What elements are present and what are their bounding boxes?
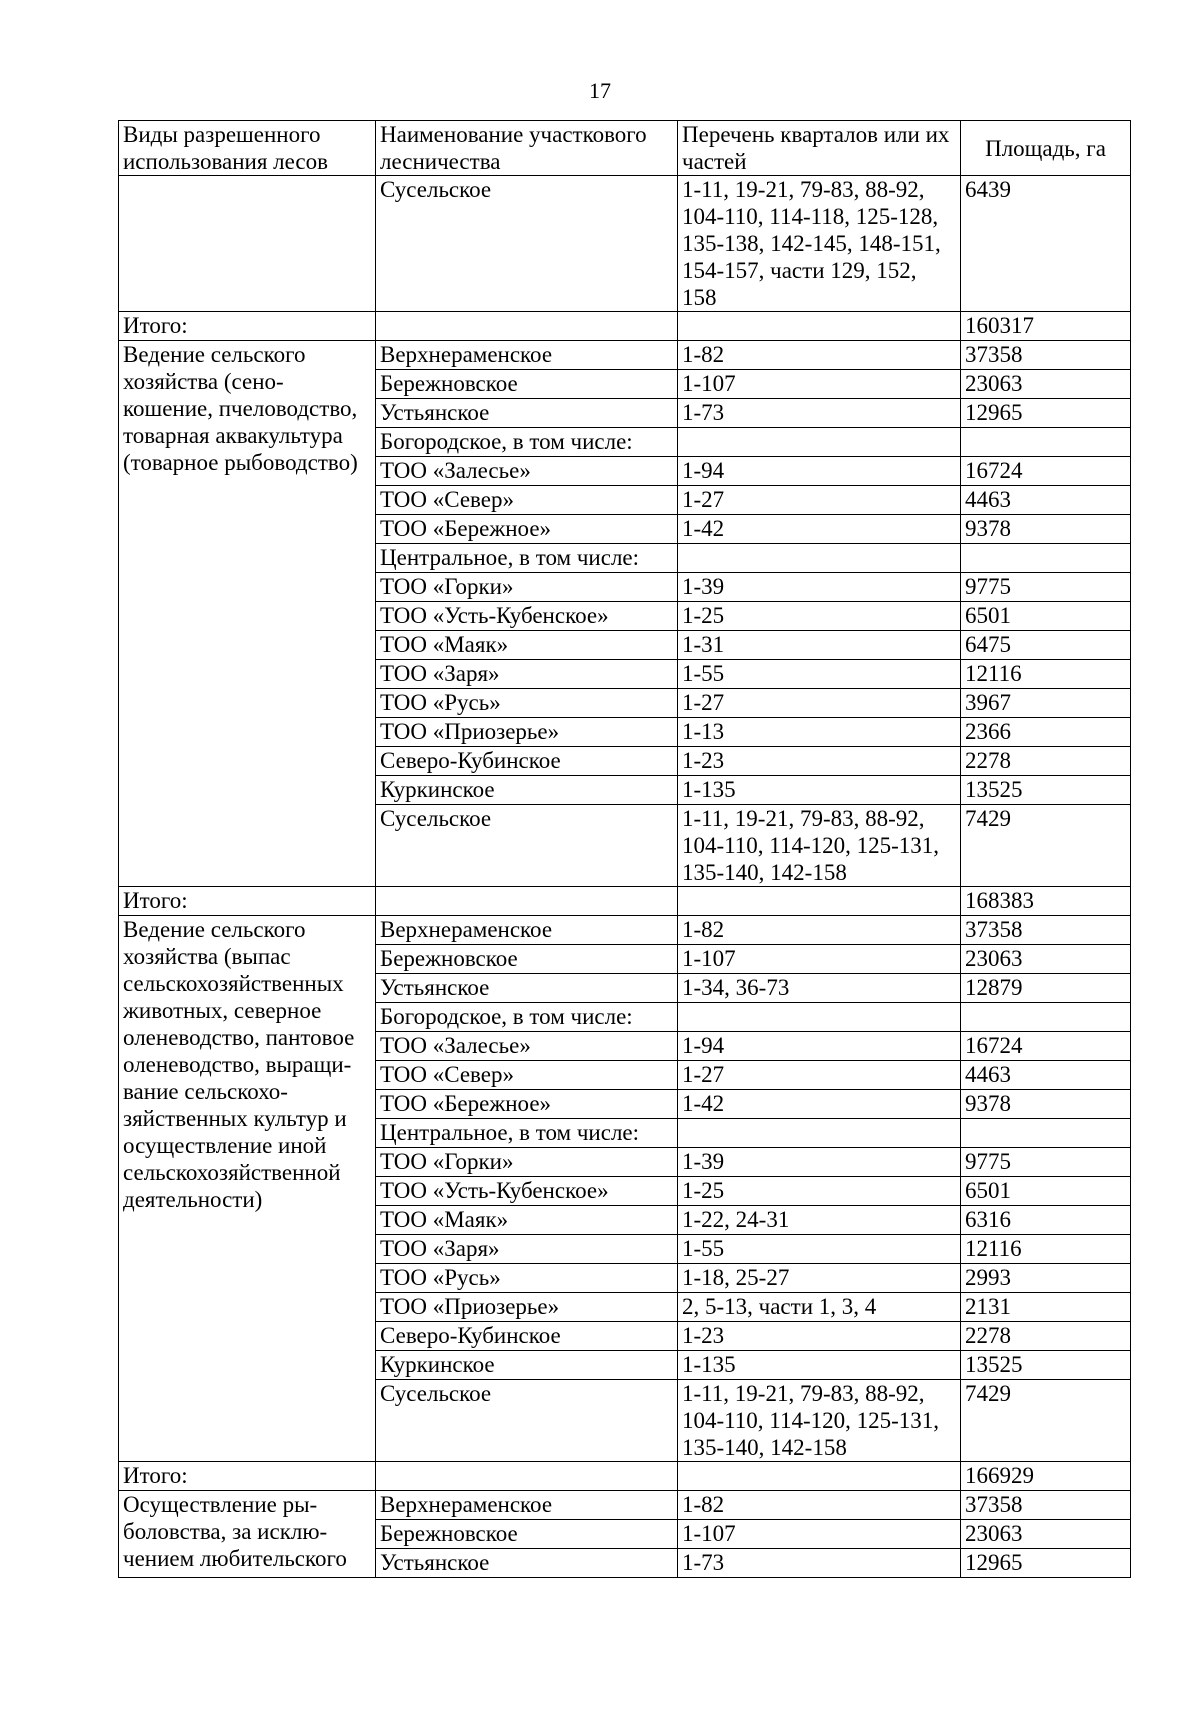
quarters-cell: 1-27	[678, 1061, 961, 1090]
quarters-cell: 1-23	[678, 747, 961, 776]
quarters-cell: 1-107	[678, 370, 961, 399]
quarters-cell: 1-25	[678, 1177, 961, 1206]
quarters-cell: 1-34, 36-73	[678, 974, 961, 1003]
quarters-cell: 1-13	[678, 718, 961, 747]
forestry-cell: ТОО «Горки»	[376, 1148, 678, 1177]
area-cell	[961, 544, 1131, 573]
quarters-cell: 1-135	[678, 776, 961, 805]
forestry-cell: Бережновское	[376, 370, 678, 399]
quarters-cell: 1-39	[678, 573, 961, 602]
total-row	[119, 887, 1131, 916]
area-cell: 16724	[961, 1032, 1131, 1061]
area-cell: 12116	[961, 1235, 1131, 1264]
forestry-cell: Сусельское	[376, 805, 678, 887]
quarters-cell: 1-107	[678, 945, 961, 974]
forestry-cell: Устьянское	[376, 399, 678, 428]
area-cell: 6316	[961, 1206, 1131, 1235]
area-cell: 7429	[961, 805, 1131, 887]
table-row	[119, 1491, 1131, 1520]
area-cell: 12116	[961, 660, 1131, 689]
quarters-cell: 1-11, 19-21, 79-83, 88-92, 104-110, 114-120, 125-131, 135-140, 142-158	[678, 805, 961, 887]
forestry-cell: ТОО «Бережное»	[376, 1090, 678, 1119]
area-cell: 37358	[961, 916, 1131, 945]
forestry-cell: Сусельское	[376, 1380, 678, 1462]
kind-cell: Ведение сельского хозяйства (сено- кошение, пчеловодство, товарная аквакультура (товарное рыбоводство)	[119, 341, 376, 887]
forestry-cell: Северо-Кубинское	[376, 1322, 678, 1351]
forestry-cell: ТОО «Заря»	[376, 660, 678, 689]
area-cell: 12879	[961, 974, 1131, 1003]
quarters-cell: 1-94	[678, 1032, 961, 1061]
area-cell: 9378	[961, 1090, 1131, 1119]
quarters-cell: 1-94	[678, 457, 961, 486]
total-row	[119, 312, 1131, 341]
area-cell: 16724	[961, 457, 1131, 486]
forestry-cell: ТОО «Русь»	[376, 689, 678, 718]
forestry-cell: ТОО «Заря»	[376, 1235, 678, 1264]
forestry-cell: ТОО «Русь»	[376, 1264, 678, 1293]
forestry-cell: Центральное, в том числе:	[376, 1119, 678, 1148]
area-cell: 23063	[961, 1520, 1131, 1549]
table-header-row	[119, 121, 1131, 176]
table-row	[119, 176, 1131, 312]
quarters-cell: 1-11, 19-21, 79-83, 88-92, 104-110, 114-118, 125-128, 135-138, 142-145, 148-151, 154-157, части 129, 152, 158	[678, 176, 961, 312]
quarters-cell: 1-31	[678, 631, 961, 660]
section-2	[119, 916, 1131, 1462]
area-cell: 4463	[961, 1061, 1131, 1090]
forestry-cell: Устьянское	[376, 974, 678, 1003]
forestry-cell: ТОО «Север»	[376, 1061, 678, 1090]
quarters-cell	[678, 428, 961, 457]
area-cell: 37358	[961, 341, 1131, 370]
forestry-cell: ТОО «Усть-Кубенское»	[376, 1177, 678, 1206]
forestry-cell: ТОО «Маяк»	[376, 1206, 678, 1235]
area-cell	[961, 1003, 1131, 1032]
area-cell: 6501	[961, 602, 1131, 631]
area-cell: 7429	[961, 1380, 1131, 1462]
quarters-cell: 1-25	[678, 602, 961, 631]
quarters-cell: 1-22, 24-31	[678, 1206, 961, 1235]
quarters-cell: 1-135	[678, 1351, 961, 1380]
total-area: 168383	[961, 887, 1131, 916]
forestry-cell: Устьянское	[376, 1549, 678, 1578]
quarters-cell: 1-39	[678, 1148, 961, 1177]
kind-cell-empty	[119, 176, 376, 312]
area-cell: 9378	[961, 515, 1131, 544]
total-label: Итого:	[119, 887, 376, 916]
quarters-cell: 1-42	[678, 515, 961, 544]
page-number: 17	[589, 78, 611, 103]
area-cell: 2278	[961, 747, 1131, 776]
area-cell: 3967	[961, 689, 1131, 718]
total-area: 160317	[961, 312, 1131, 341]
area-cell: 12965	[961, 399, 1131, 428]
forestry-cell: Сусельское	[376, 176, 678, 312]
area-cell	[961, 1119, 1131, 1148]
area-cell: 2993	[961, 1264, 1131, 1293]
quarters-cell: 2, 5-13, части 1, 3, 4	[678, 1293, 961, 1322]
forestry-cell: ТОО «Усть-Кубенское»	[376, 602, 678, 631]
area-cell: 9775	[961, 573, 1131, 602]
table-row	[119, 916, 1131, 945]
quarters-cell: 1-23	[678, 1322, 961, 1351]
area-cell	[961, 428, 1131, 457]
forestry-cell: ТОО «Залесье»	[376, 457, 678, 486]
forest-use-table	[118, 120, 1131, 1578]
area-cell: 13525	[961, 776, 1131, 805]
forestry-cell: ТОО «Горки»	[376, 573, 678, 602]
quarters-cell	[678, 1003, 961, 1032]
area-cell: 12965	[961, 1549, 1131, 1578]
header-kind: Виды разрешенного использования лесов	[119, 121, 376, 176]
quarters-cell: 1-55	[678, 1235, 961, 1264]
quarters-cell: 1-107	[678, 1520, 961, 1549]
area-cell: 13525	[961, 1351, 1131, 1380]
total-label: Итого:	[119, 312, 376, 341]
forestry-cell: Бережновское	[376, 1520, 678, 1549]
kind-cell: Осуществление ры- боловства, за исклю- чением любительского	[119, 1491, 376, 1578]
forestry-cell: ТОО «Залесье»	[376, 1032, 678, 1061]
forestry-cell: Бережновское	[376, 945, 678, 974]
area-cell: 4463	[961, 486, 1131, 515]
forestry-cell: ТОО «Приозерье»	[376, 1293, 678, 1322]
forestry-cell: Центральное, в том числе:	[376, 544, 678, 573]
forestry-cell: Куркинское	[376, 1351, 678, 1380]
forestry-cell: Северо-Кубинское	[376, 747, 678, 776]
quarters-cell: 1-55	[678, 660, 961, 689]
table-body	[119, 176, 1131, 341]
area-cell: 23063	[961, 370, 1131, 399]
forestry-cell: ТОО «Приозерье»	[376, 718, 678, 747]
section-3	[119, 1491, 1131, 1578]
area-cell: 2131	[961, 1293, 1131, 1322]
quarters-cell	[678, 1119, 961, 1148]
forestry-cell: Верхнераменское	[376, 1491, 678, 1520]
total-label: Итого:	[119, 1462, 376, 1491]
forestry-cell: Куркинское	[376, 776, 678, 805]
quarters-cell: 1-82	[678, 341, 961, 370]
area-cell: 9775	[961, 1148, 1131, 1177]
forestry-cell: ТОО «Маяк»	[376, 631, 678, 660]
quarters-cell: 1-18, 25-27	[678, 1264, 961, 1293]
quarters-cell	[678, 544, 961, 573]
table-row	[119, 341, 1131, 370]
area-cell: 6439	[961, 176, 1131, 312]
forestry-cell: Богородское, в том числе:	[376, 1003, 678, 1032]
quarters-cell: 1-73	[678, 1549, 961, 1578]
quarters-cell: 1-11, 19-21, 79-83, 88-92, 104-110, 114-120, 125-131, 135-140, 142-158	[678, 1380, 961, 1462]
area-cell: 2278	[961, 1322, 1131, 1351]
quarters-cell: 1-82	[678, 1491, 961, 1520]
forestry-cell: Верхнераменское	[376, 341, 678, 370]
forestry-cell: Верхнераменское	[376, 916, 678, 945]
quarters-cell: 1-73	[678, 399, 961, 428]
section-1	[119, 341, 1131, 887]
quarters-cell: 1-27	[678, 689, 961, 718]
forestry-cell: ТОО «Север»	[376, 486, 678, 515]
total-area: 166929	[961, 1462, 1131, 1491]
quarters-cell: 1-82	[678, 916, 961, 945]
header-area: Площадь, га	[961, 121, 1131, 176]
area-cell: 37358	[961, 1491, 1131, 1520]
area-cell: 6501	[961, 1177, 1131, 1206]
header-forestry: Наименование участкового лесничества	[376, 121, 678, 176]
header-quarters: Перечень кварталов или их частей	[678, 121, 961, 176]
quarters-cell: 1-42	[678, 1090, 961, 1119]
kind-cell: Ведение сельского хозяйства (выпас сельскохозяйственных животных, северное оленеводство, пантовое оленеводство, выращи- вание сельскохо- зяйственных культур и осуществление иной сельскохозяйственной деятельности)	[119, 916, 376, 1462]
area-cell: 6475	[961, 631, 1131, 660]
area-cell: 23063	[961, 945, 1131, 974]
forestry-cell: ТОО «Бережное»	[376, 515, 678, 544]
forestry-cell: Богородское, в том числе:	[376, 428, 678, 457]
total-row	[119, 1462, 1131, 1491]
quarters-cell: 1-27	[678, 486, 961, 515]
area-cell: 2366	[961, 718, 1131, 747]
